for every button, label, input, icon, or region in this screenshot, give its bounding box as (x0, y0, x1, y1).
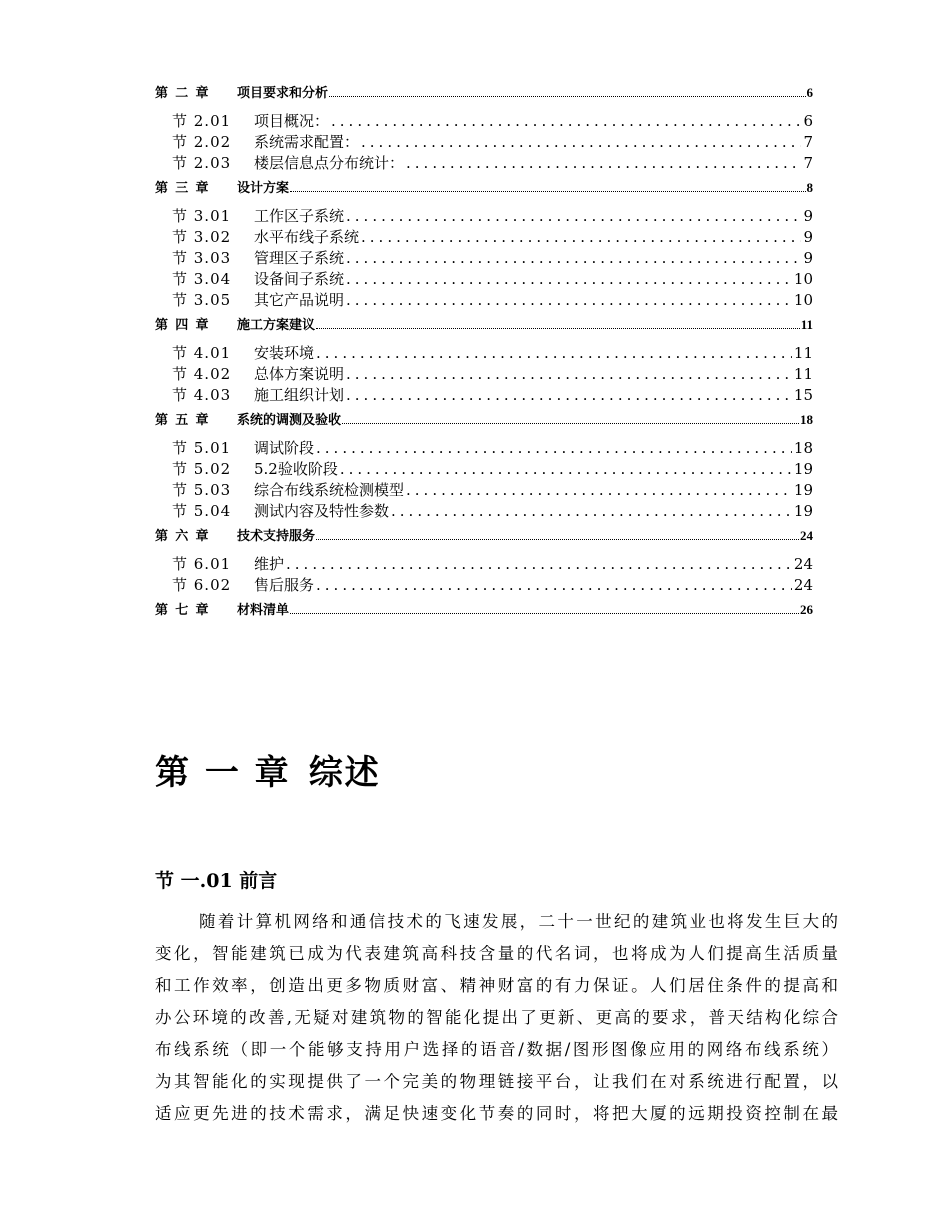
toc-dot-leader (329, 95, 805, 97)
toc-section-title: 楼层信息点分布统计： (254, 154, 405, 172)
toc-page-number: 18 (800, 412, 813, 427)
toc-page-number: 7 (803, 133, 813, 151)
toc-section-title: 总体方案说明 (254, 365, 345, 383)
toc-page-number: 26 (800, 602, 813, 617)
toc-section-number: 节 2.03 (172, 154, 232, 172)
toc-dot-leader (286, 555, 792, 573)
toc-page-number: 11 (800, 317, 813, 332)
toc-dot-leader (391, 502, 792, 520)
toc-section-entry[interactable] (155, 152, 813, 173)
toc-dot-leader (316, 327, 800, 329)
toc-section-entry[interactable] (155, 342, 813, 363)
toc-page-number: 10 (793, 270, 813, 288)
toc-section-title: 设备间子系统 (254, 270, 345, 288)
toc-section-title: 维护 (254, 555, 285, 573)
toc-section-title: 项目概况： (254, 112, 330, 130)
toc-chapter-title: 系统的调测及验收 (237, 412, 342, 427)
toc-page-number: 18 (793, 439, 813, 457)
paragraph-line: 布线系统（即一个能够支持用户选择的语音/数据/图形图像应用的网络布线系统） (155, 1040, 838, 1059)
paragraph-line: 变化，智能建筑已成为代表建筑高科技含量的代名词，也将成为人们提高生活质量 (155, 944, 838, 963)
toc-section-number: 节 6.01 (172, 555, 232, 573)
toc-dot-leader (361, 228, 801, 246)
toc-page-number: 24 (800, 528, 813, 543)
toc-section-entry[interactable] (155, 553, 813, 574)
toc-dot-leader (290, 190, 805, 192)
toc-page-number: 9 (803, 249, 813, 267)
toc-section-number: 节 3.03 (172, 249, 232, 267)
toc-section-title: 综合布线系统检测模型 (254, 481, 405, 499)
toc-chapter-entry[interactable] (155, 314, 813, 332)
paragraph-line: 随着计算机网络和通信技术的飞速发展，二十一世纪的建筑业也将发生巨大的 (199, 912, 838, 931)
toc-page-number: 11 (793, 365, 813, 383)
toc-dot-leader (316, 344, 792, 362)
toc-section-entry[interactable] (155, 247, 813, 268)
toc-page-number: 19 (793, 460, 813, 478)
toc-section-title: 调试阶段 (254, 439, 315, 457)
toc-page-number: 19 (793, 481, 813, 499)
toc-chapter-entry[interactable] (155, 599, 813, 617)
toc-dot-leader (340, 460, 792, 478)
toc-section-number: 节 5.03 (172, 481, 232, 499)
toc-chapter-title: 技术支持服务 (237, 528, 316, 543)
toc-chapter-number: 第 二 章 (155, 85, 211, 100)
toc-section-title: 施工组织计划 (254, 386, 345, 404)
toc-page-number: 11 (793, 344, 813, 362)
toc-section-title: 水平布线子系统 (254, 228, 360, 246)
toc-section-title: 系统需求配置： (254, 133, 360, 151)
toc-section-title: 售后服务 (254, 576, 315, 594)
toc-dot-leader (346, 291, 792, 309)
toc-section-title: 测试内容及特性参数 (254, 502, 390, 520)
toc-section-title: 管理区子系统 (254, 249, 345, 267)
toc-chapter-number: 第 三 章 (155, 180, 211, 195)
toc-dot-leader (342, 422, 799, 424)
toc-section-entry[interactable] (155, 226, 813, 247)
toc-chapter-title: 设计方案 (237, 180, 290, 195)
toc-section-title: 其它产品说明 (254, 291, 345, 309)
toc-section-entry[interactable] (155, 363, 813, 384)
toc-chapter-number: 第 四 章 (155, 317, 211, 332)
body-paragraph (155, 906, 838, 1130)
toc-chapter-title: 施工方案建议 (237, 317, 316, 332)
toc-chapter-entry[interactable] (155, 177, 813, 195)
toc-chapter-title: 项目要求和分析 (237, 85, 329, 100)
toc-section-number: 节 3.05 (172, 291, 232, 309)
toc-section-number: 节 4.01 (172, 344, 232, 362)
chapter-title: 综述 (308, 753, 381, 793)
toc-page-number: 6 (803, 112, 813, 130)
toc-chapter-number: 第 五 章 (155, 412, 211, 427)
paragraph-line: 为其智能化的实现提供了一个完美的物理链接平台，让我们在对系统进行配置，以 (155, 1072, 838, 1091)
toc-page-number: 9 (803, 228, 813, 246)
toc-section-number: 节 2.02 (172, 133, 232, 151)
toc-dot-leader (316, 439, 792, 457)
toc-page-number: 15 (793, 386, 813, 404)
toc-dot-leader (346, 365, 792, 383)
toc-section-entry[interactable] (155, 110, 813, 131)
toc-page-number: 24 (793, 555, 813, 573)
toc-chapter-title: 材料清单 (237, 602, 290, 617)
toc-section-number: 节 3.02 (172, 228, 232, 246)
toc-section-title: 工作区子系统 (254, 207, 345, 225)
toc-dot-leader (346, 207, 801, 225)
table-of-contents (155, 78, 813, 627)
paragraph-line: 和工作效率，创造出更多物质财富、精神财富的有力保证。人们居住条件的提高和 (155, 976, 838, 995)
toc-section-number: 节 3.04 (172, 270, 232, 288)
toc-section-entry[interactable] (155, 289, 813, 310)
toc-section-number: 节 5.04 (172, 502, 232, 520)
toc-section-entry[interactable] (155, 131, 813, 152)
chapter-heading (155, 745, 381, 794)
toc-dot-leader (316, 576, 792, 594)
toc-chapter-entry[interactable] (155, 409, 813, 427)
toc-section-entry[interactable] (155, 384, 813, 405)
toc-dot-leader (331, 112, 801, 130)
paragraph-line: 办公环境的改善,无疑对建筑物的智能化提出了更新、更高的要求，普天结构化综合 (155, 1008, 838, 1027)
toc-section-entry[interactable] (155, 458, 813, 479)
toc-dot-leader (406, 154, 801, 172)
toc-dot-leader (290, 612, 799, 614)
toc-section-number: 节 3.01 (172, 207, 232, 225)
toc-page-number: 9 (803, 207, 813, 225)
toc-chapter-number: 第 六 章 (155, 528, 211, 543)
toc-section-number: 节 6.02 (172, 576, 232, 594)
toc-section-number: 节 5.01 (172, 439, 232, 457)
toc-dot-leader (346, 249, 801, 267)
toc-dot-leader (406, 481, 792, 499)
toc-section-title: 5.2验收阶段 (254, 460, 338, 478)
toc-section-entry[interactable] (155, 479, 813, 500)
toc-section-number: 节 2.01 (172, 112, 232, 130)
toc-page-number: 19 (793, 502, 813, 520)
toc-dot-leader (346, 270, 792, 288)
toc-section-number: 节 4.02 (172, 365, 232, 383)
section-heading: 节 一.01 前言 (155, 870, 278, 892)
toc-section-entry[interactable] (155, 205, 813, 226)
toc-dot-leader (316, 538, 799, 540)
toc-page-number: 24 (793, 576, 813, 594)
toc-chapter-entry[interactable] (155, 525, 813, 543)
toc-section-number: 节 4.03 (172, 386, 232, 404)
toc-dot-leader (361, 133, 801, 151)
toc-page-number: 6 (806, 85, 813, 100)
toc-chapter-number: 第 七 章 (155, 602, 211, 617)
paragraph-line: 适应更先进的技术需求，满足快速变化节奏的同时，将把大厦的远期投资控制在最 (155, 1104, 838, 1123)
toc-chapter-entry[interactable] (155, 82, 813, 100)
toc-section-title: 安装环境 (254, 344, 315, 362)
toc-page-number: 7 (803, 154, 813, 172)
toc-dot-leader (346, 386, 792, 404)
toc-section-entry[interactable] (155, 574, 813, 595)
toc-section-entry[interactable] (155, 437, 813, 458)
toc-section-entry[interactable] (155, 268, 813, 289)
toc-section-number: 节 5.02 (172, 460, 232, 478)
toc-page-number: 10 (793, 291, 813, 309)
chapter-number: 第 一 章 (155, 753, 291, 793)
toc-section-entry[interactable] (155, 500, 813, 521)
toc-page-number: 8 (806, 180, 813, 195)
